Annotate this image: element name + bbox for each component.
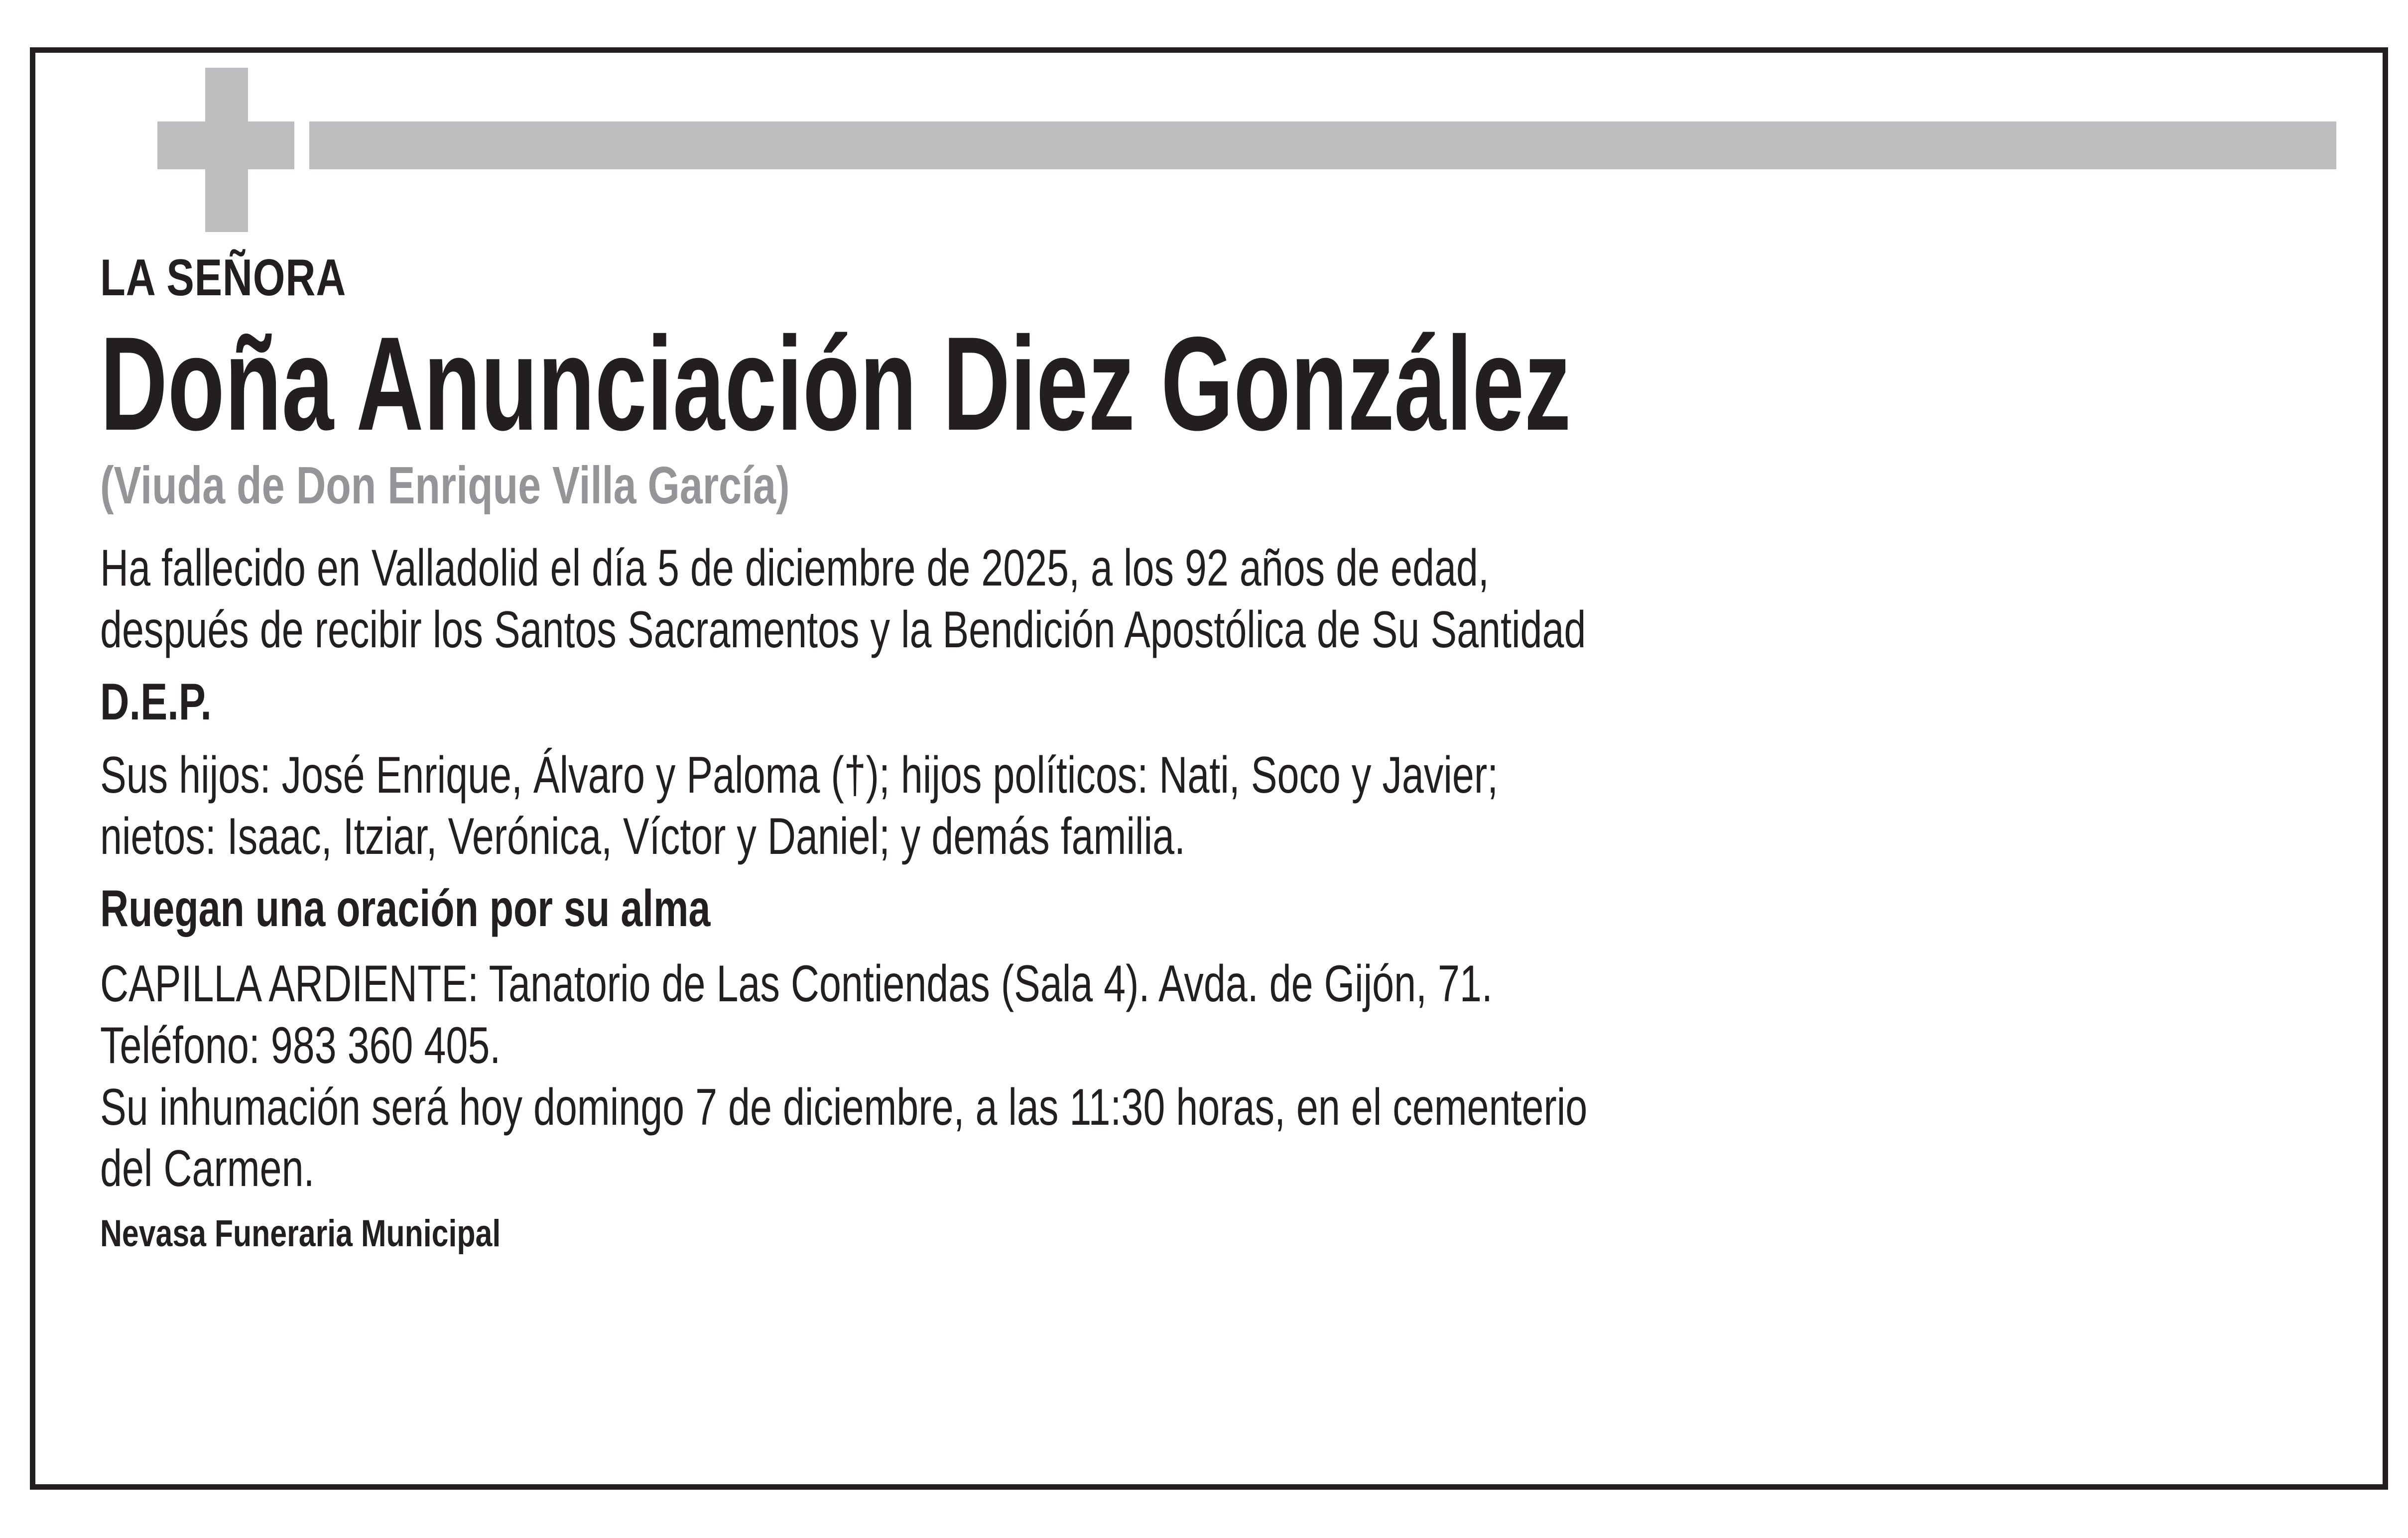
death-announcement-line-1: Ha fallecido en Valladolid el día 5 de diciembre de 2025, a los 92 años de edad, — [100, 539, 1489, 597]
arrangements-phone-line: Teléfono: 983 360 405. — [100, 1016, 501, 1074]
notice-header — [35, 53, 2383, 242]
rest-in-peace-abbreviation: D.E.P. — [100, 673, 212, 731]
arrangements-chapel-line: CAPILLA ARDIENTE: Tanatorio de Las Contiendas (Sala 4). Avda. de Gijón, 71. — [100, 955, 1493, 1013]
survivors-line-1: Sus hijos: José Enrique, Álvaro y Paloma (†); hijos políticos: Nati, Soco y Javier; — [100, 746, 1499, 804]
latin-cross-icon — [157, 68, 294, 232]
spouse-note: (Viuda de Don Enrique Villa García) — [100, 456, 790, 515]
header-divider-bar — [309, 121, 2336, 169]
prayer-request: Ruegan una oración por su alma — [100, 880, 711, 938]
funeral-home-name: Nevasa Funeraria Municipal — [100, 1212, 501, 1255]
arrangements-burial-line-2: del Carmen. — [100, 1140, 315, 1198]
arrangements-burial-line-1: Su inhumación será hoy domingo 7 de diciembre, a las 11:30 horas, en el cementerio — [100, 1078, 1588, 1136]
survivors-line-2: nietos: Isaac, Itziar, Verónica, Víctor y Daniel; y demás familia. — [100, 808, 1185, 866]
honorific-eyebrow: LA SEÑORA — [100, 249, 347, 307]
death-announcement — [100, 538, 1812, 661]
cross-horizontal-bar — [157, 121, 294, 169]
notice-body — [100, 249, 2353, 1255]
obituary-notice — [30, 47, 2388, 1490]
funeral-arrangements — [100, 953, 1812, 1200]
death-announcement-line-2: después de recibir los Santos Sacramentos y la Bendición Apostólica de Su Santidad — [100, 600, 1586, 659]
survivors-list — [100, 745, 1812, 868]
deceased-name: Doña Anunciación Diez González — [100, 309, 1571, 458]
